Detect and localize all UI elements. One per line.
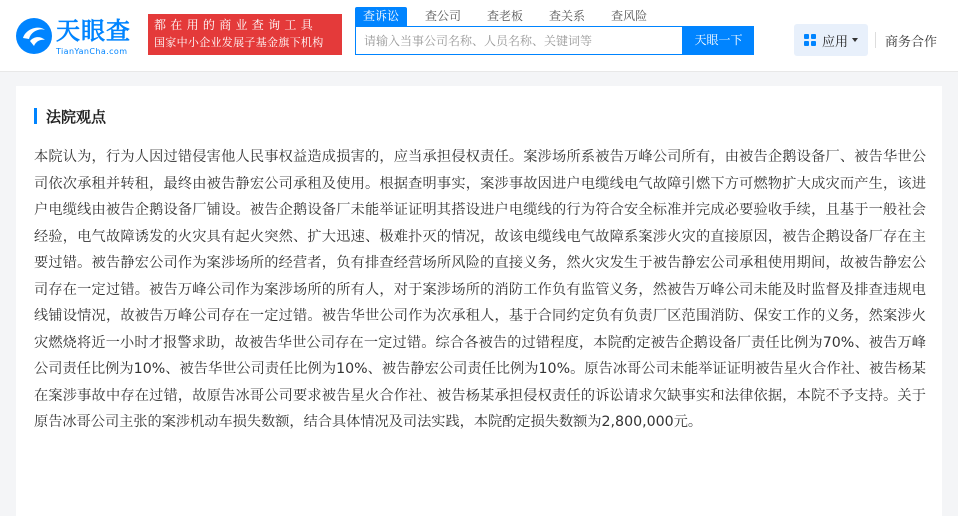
section-title: 法院观点 [46, 107, 107, 126]
search-tabs [355, 7, 665, 26]
slogan-line-1: 都在用的商业查询工具 [154, 18, 318, 32]
divider [875, 32, 876, 48]
tab-risk[interactable]: 查风险 [611, 9, 648, 23]
apps-menu-button[interactable] [794, 24, 868, 56]
heading-accent-bar [34, 108, 37, 124]
court-opinion-text: 本院认为，行为人因过错侵害他人民事权益造成损害的，应当承担侵权责任。案涉场所系被告万峰公司所有，由被告企鹅设备厂、被告华世公司依次承租并转租，最终由被告静宏公司承租及使用。根据查明事实，案涉事故因进户电缆线电气故障引燃下方可燃物扩大成灾而产生，该进户电缆线由被告企鹅设备厂铺设。被告企鹅设备厂未能举证证明其搭设进户电缆线的行为符合安全标准并完成必要验收手续，且基于一般社会经验，电气故障诱发的火灾具有起火突然、扩大迅速、极难扑灭的情况，故该电缆线电气故障系案涉火灾的直接原因，被告企鹅设备厂存在主要过错。被告静宏公司作为案涉场所的经营者，负有排查经营场所风险的直接义务，然火灾发生于被告静宏公司承租使用期间，故被告静宏公司存在一定过错。被告万峰公司作为案涉场所的所有人，对于案涉场所的消防工作负有监管义务，然被告万峰公司未能及时监督及排查违规电线铺设情况，故被告万峰公司存在一定过错。被告华世公司作为次承租人，基于合同约定负有负责厂区范围消防、保安工作的义务，然案涉火灾燃烧将近一小时才报警求助，故被告华世公司存在一定过错。综合各被告的过错程度，本院酌定被告企鹅设备厂责任比例为70%、被告万峰公司责任比例为10%、被告华世公司责任比例为10%、被告静宏公司责任比例为10%。原告冰哥公司未能举证证明被告星火合作社、被告杨某在案涉事故中存在过错，故原告冰哥公司要求被告星火合作社、被告杨某承担侵权责任的诉讼请求欠缺事实和法律依据，本院不予支持。关于原告冰哥公司主张的案涉机动车损失数额，结合具体情况及司法实践，本院酌定损失数额为2,800,000元。 [34, 149, 926, 430]
slogan-banner [148, 14, 342, 55]
tianyancha-logo[interactable] [14, 14, 144, 62]
logo-text: 天眼查 [56, 17, 131, 45]
logo-domain: TianYanCha.com [56, 47, 128, 56]
tab-lawsuit[interactable]: 查诉讼 [355, 7, 407, 26]
top-header [0, 0, 958, 72]
logo-icon [14, 16, 54, 56]
chevron-down-icon [852, 38, 858, 42]
section-heading [34, 106, 106, 126]
apps-label: 应用 [821, 34, 848, 50]
tab-relation[interactable]: 查关系 [549, 9, 586, 23]
search-box [355, 26, 683, 55]
apps-grid-icon [804, 34, 817, 47]
search-button[interactable]: 天眼一下 [683, 26, 754, 55]
tab-company[interactable]: 查公司 [425, 9, 462, 23]
slogan-line-2: 国家中小企业发展子基金旗下机构 [154, 36, 324, 49]
business-cooperation-link[interactable]: 商务合作 [885, 35, 938, 50]
search-input[interactable] [356, 27, 682, 54]
court-opinion-card [16, 86, 942, 516]
tab-boss[interactable]: 查老板 [487, 9, 524, 23]
